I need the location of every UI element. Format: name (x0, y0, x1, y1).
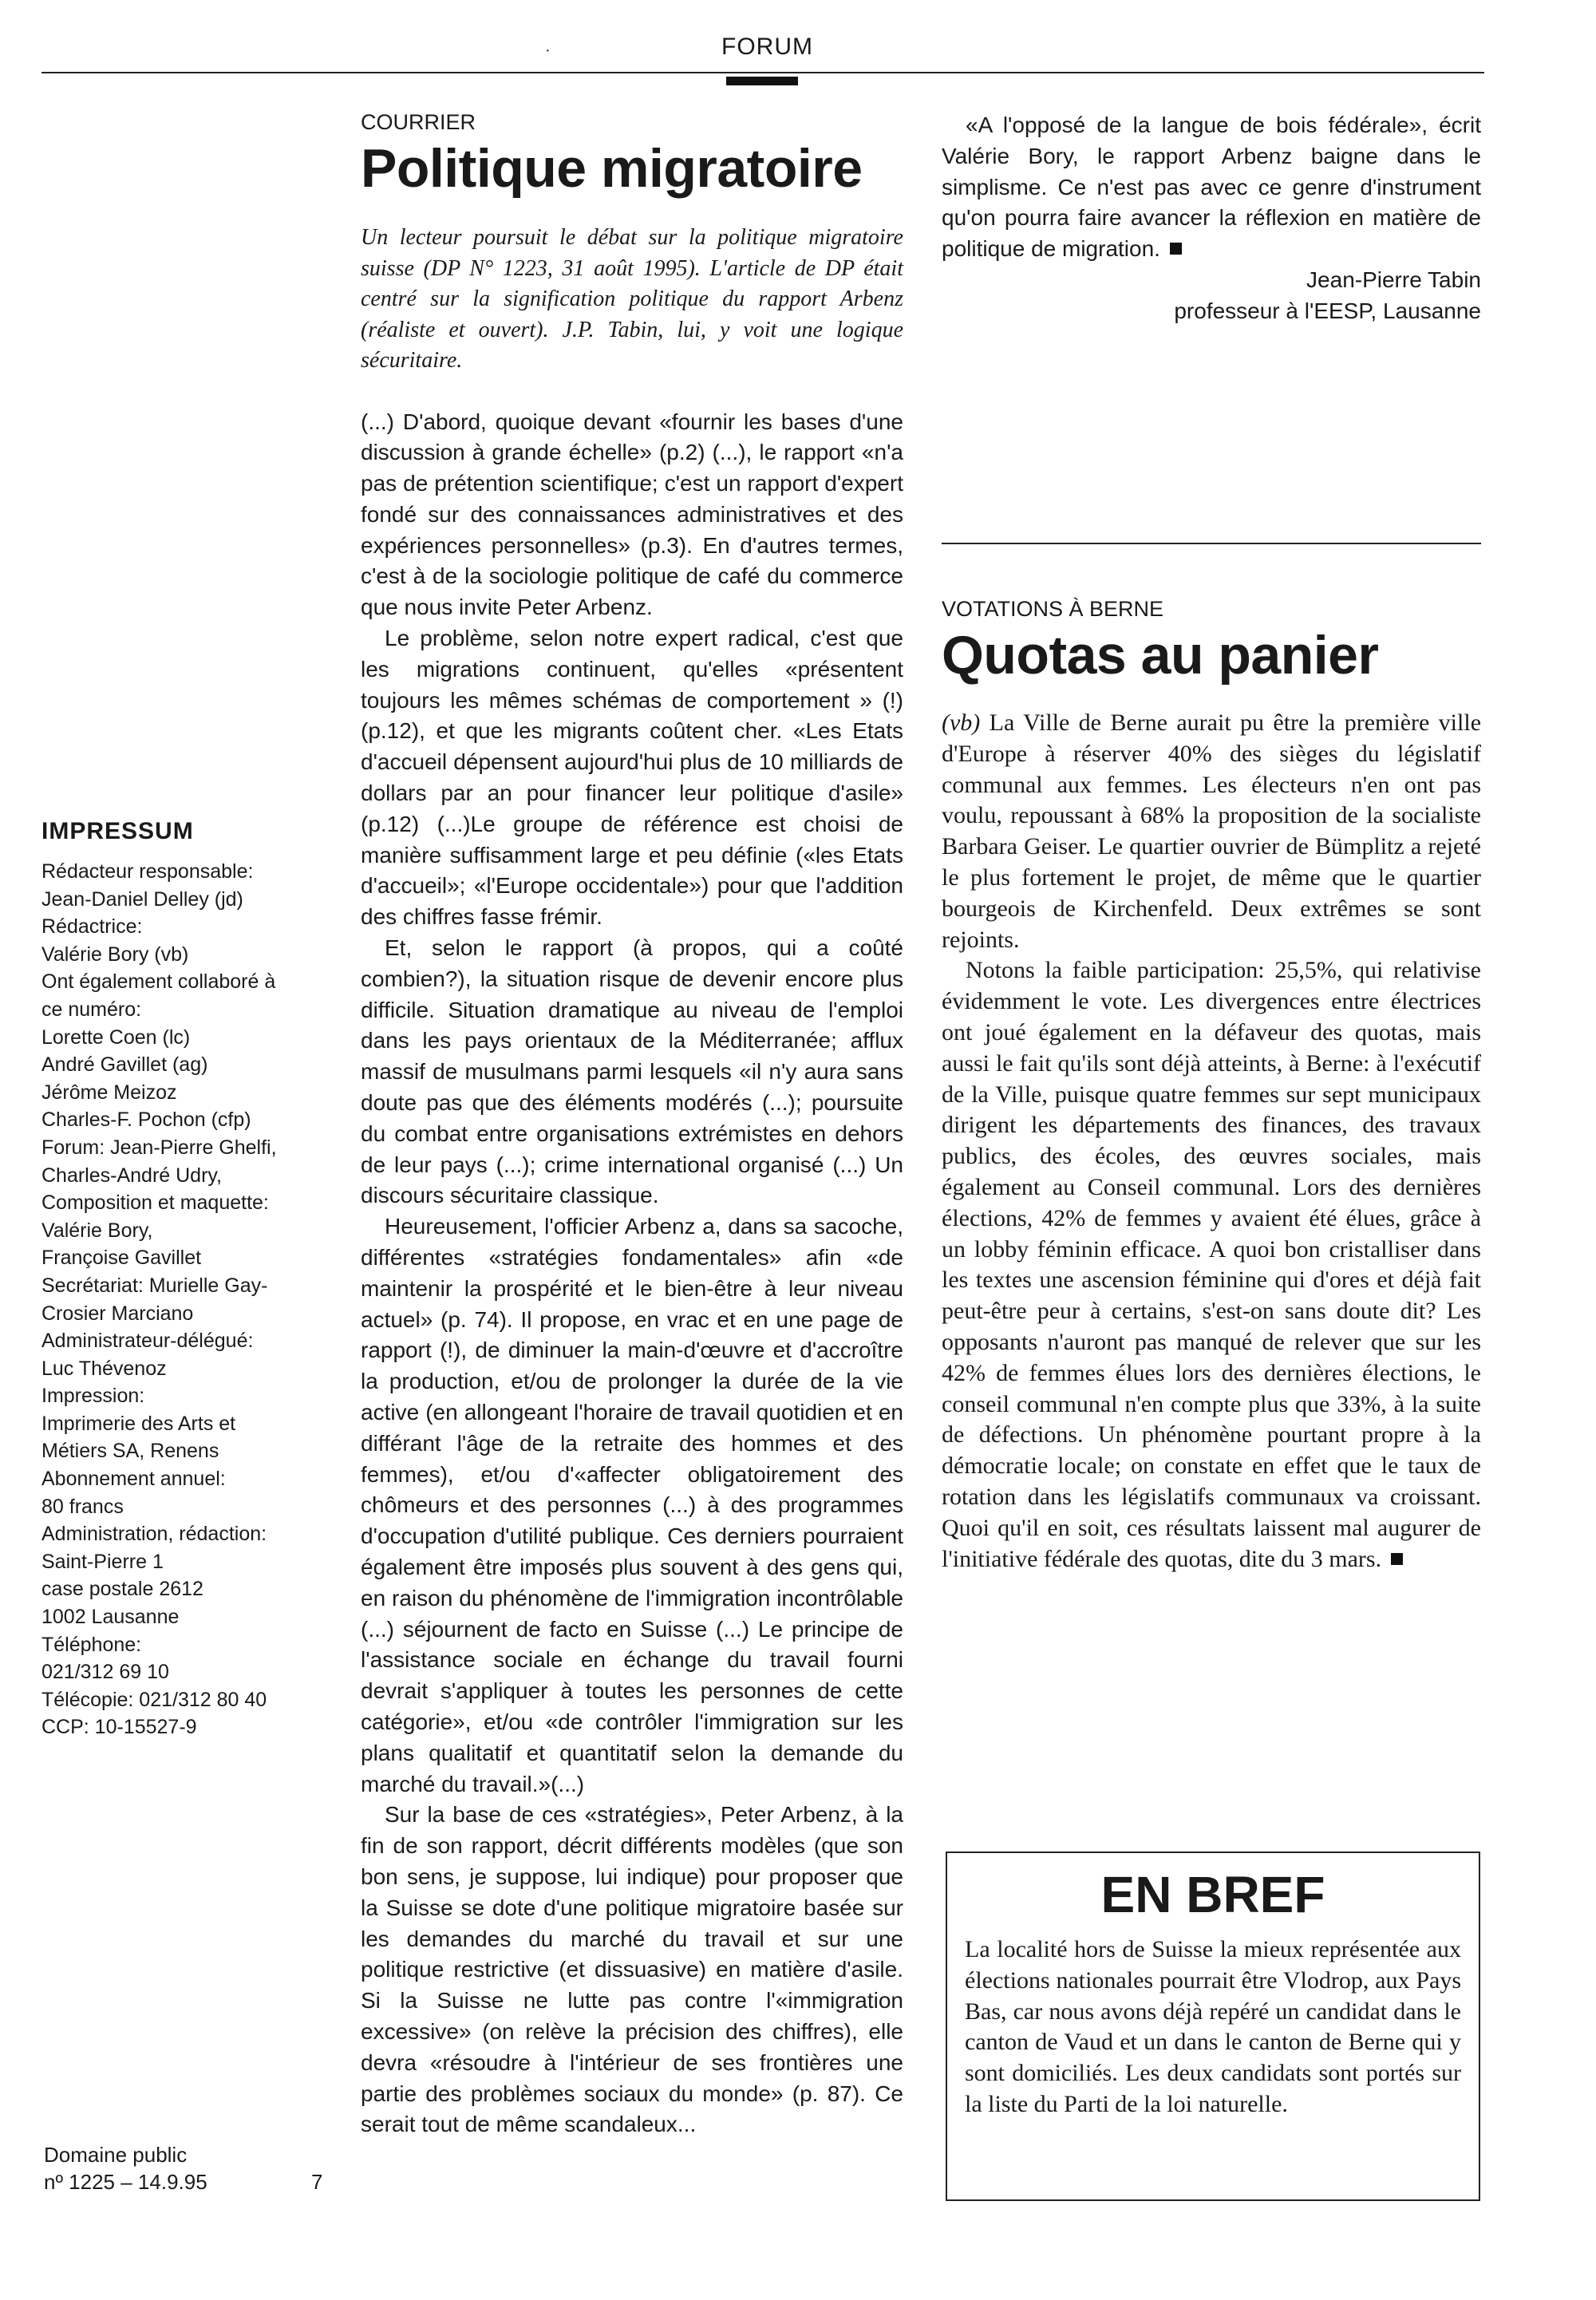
article-paragraph: Et, selon le rapport (à propos, qui a coûté combien?), la situation risque de devenir encore plus difficile. Situation dramatique au niveau de l'emploi dans les pays orientaux de la Méditerranée; afflux massif de musulmans parmi lesquels «il n'y aura sans doute pas que des éléments modérés (...); poursuite du combat entre organisations extrémistes en dehors de leur pays (...); crime international organisé (...) Un discours sécuritaire classique. (361, 935, 903, 1208)
impressum-line: Administration, rédaction: (41, 1523, 267, 1546)
impressum-line: Impression: (41, 1385, 145, 1408)
article-byline: (vb) (942, 709, 981, 736)
impressum-line: Rédacteur responsable: (41, 860, 254, 883)
page-number: 7 (311, 2170, 323, 2194)
article-paragraph: Sur la base de ces «stratégies», Peter Arbenz, à la fin de son rapport, décrit différents modèles (que son bon sens, je suppose, lui indique) pour proposer que la Suisse se dote d'une politique migratoire basée sur les demandes du marché du travail et sur une politique restrictive (et dissuasive) en matière d'asile. Si la Suisse ne lutte pas contre l'«immigration excessive» (on relève la précision des chiffres), elle devra «résoudre à l'intérieur de ses frontières une partie des problèmes sociaux du monde» (p. 87). Ce serait tout de même scandaleux... (361, 1802, 903, 2137)
impressum-line: CCP: 10-15527-9 (41, 1716, 197, 1739)
publication-name: Domaine public (44, 2143, 188, 2167)
impressum-line: Ont également collaboré à (41, 970, 276, 994)
header-dot: · (545, 41, 551, 59)
impressum-line: André Gavillet (ag) (41, 1053, 208, 1077)
article-author-role: professeur à l'EESP, Lausanne (1174, 298, 1481, 323)
impressum-line: Valérie Bory, (41, 1219, 153, 1242)
impressum-line: Imprimerie des Arts et (41, 1412, 236, 1435)
column-divider (942, 543, 1481, 544)
impressum-line: 1002 Lausanne (41, 1606, 180, 1629)
impressum-line: Administrateur-délégué: (41, 1330, 254, 1353)
article-paragraph (942, 708, 1481, 955)
article-quotas (942, 597, 1481, 1575)
article-paragraph (942, 955, 1481, 1575)
en-bref-box (946, 1851, 1480, 2201)
impressum-line: Secrétariat: Murielle Gay- (41, 1274, 268, 1297)
impressum-line: Jean-Daniel Delley (jd) (41, 887, 243, 911)
article-title: Quotas au panier (942, 625, 1379, 686)
article-paragraph-text: «A l'opposé de la langue de bois fédérale», écrit Valérie Bory, le rapport Arbenz baigne dans le simplisme. Ce n'est pas avec ce genre d'instrument qu'on pourra faire avancer la réflexion en matière de politique de migration. (942, 113, 1481, 262)
en-bref-title: EN BREF (1100, 1866, 1325, 1923)
impressum-line: 021/312 69 10 (41, 1661, 169, 1684)
impressum-line: ce numéro: (41, 998, 142, 1021)
impressum-line: Jérôme Meizoz (41, 1081, 177, 1104)
article-author: Jean-Pierre Tabin (1306, 267, 1481, 292)
article-paragraph: Heureusement, l'officier Arbenz a, dans sa sacoche, différentes «stratégies fondamentales» afin «de maintenir la prospérité et le bien-être à leur niveau actuel» (p. 74). Il propose, en vrac et en une page de rapport (!), de diminuer la main-d'œuvre et d'accroître la production, et/ou de prolonger la durée de la vie active (en allongeant l'horaire de travail quotidien et en différant l'âge de la retraite des hommes et des femmes), et/ou d'«affecter obligatoirement des chômeurs et des personnes (...) à des programmes d'occupation d'utilité publique. Ces derniers pourraient également être imposés plus souvent à des gens qui, en raison du phénomène de l'immigration incontrôlable (...) séjournent de facto en Suisse (...) Le principe de l'assistance sociale en échange du travail fourni devrait s'appliquer à toutes les personnes de cette catégorie», et/ou «de contrôler l'immigration sur les plans qualitatif et quantitatif selon la demande du marché du travail.»(...) (361, 1214, 903, 1796)
impressum-line: Françoise Gavillet (41, 1247, 202, 1270)
impressum-line: Métiers SA, Renens (41, 1440, 219, 1463)
article-paragraph (942, 110, 1481, 265)
impressum-line: case postale 2612 (41, 1578, 203, 1601)
section-label: FORUM (721, 34, 813, 60)
impressum-line: Rédactrice: (41, 915, 143, 939)
article-intro: Un lecteur poursuit le débat sur la politique migratoire suisse (DP N° 1223, 31 août 1995). L'article de DP était centré sur la signification politique du rapport Arbenz (réaliste et ouvert). J.P. Tabin, lui, y voit une logique sécuritaire. (361, 225, 903, 373)
end-of-article-mark (1391, 1553, 1403, 1565)
page-footer (44, 2141, 331, 2195)
article-paragraph: (...) D'abord, quoique devant «fournir les bases d'une discussion à grande échelle» (p.2) (...), le rapport «n'a pas de prétention scientifique; c'est un rapport d'expert fondé sur des connaissances administratives et des expériences personnelles» (p.3). En d'autres termes, c'est à de la sociologie politique de café du commerce que nous invite Peter Arbenz. (361, 409, 903, 620)
impressum-title: IMPRESSUM (41, 818, 194, 844)
impressum-line: Abonnement annuel: (41, 1468, 226, 1491)
impressum-line: Crosier Marciano (41, 1302, 194, 1325)
impressum-line: Charles-André Udry, (41, 1164, 223, 1187)
impressum-line: Télécopie: 021/312 80 40 (41, 1688, 267, 1711)
impressum-line: Forum: Jean-Pierre Ghelfi, (41, 1136, 277, 1159)
impressum-line: Charles-F. Pochon (cfp) (41, 1109, 251, 1132)
article-kicker: COURRIER (361, 110, 476, 134)
impressum-lines (41, 858, 329, 1741)
impressum-line: Valérie Bory (vb) (41, 943, 189, 966)
article-paragraph-text: La Ville de Berne aurait pu être la première ville d'Europe à réserver 40% des sièges du législatif communal aux femmes. Les électeurs n'en ont pas voulu, repoussant à 68% la proposition de la socialiste Barbara Geiser. Le quartier ouvrier de Bümplitz a rejeté le plus fortement le projet, de même que le quartier bourgeois de Kirchenfeld. Deux extrêmes se sont rejoints. (942, 709, 1482, 953)
impressum-line: Luc Thévenoz (41, 1357, 167, 1380)
article-paragraph: Le problème, selon notre expert radical, c'est que les migrations continuent, qu'elles «présentent toujours les mêmes schémas de comportement » (!) (p.12), et que les migrants coûtent cher. «Les Etats d'accueil dépensent aujourd'hui plus de 10 milliards de dollars par an pour financer leur politique d'asile» (p.12) (...)Le groupe de référence est choisi de manière suffisamment large et peu définie («les Etats d'accueil»; «l'Europe occidentale») pour que l'addition des chiffres fasse frémir. (361, 626, 903, 930)
impressum-line: Téléphone: (41, 1633, 142, 1656)
article-title: Politique migratoire (361, 138, 863, 199)
article-courrier (361, 110, 903, 2140)
en-bref-body: La localité hors de Suisse la mieux représentée aux élections nationales pourrait être Vlodrop, aux Pays Bas, car nous avons déjà repéré un candidat dans le canton de Vaud et un dans le canton de Berne qui y sont domiciliés. Les deux candidats sont portés sur la liste du Parti de la loi naturelle. (965, 1936, 1461, 2117)
right-column (942, 110, 1481, 327)
impressum-line: Saint-Pierre 1 (41, 1550, 164, 1573)
article-paragraph-text: Notons la faible participation: 25,5%, qui relativise évidemment le vote. Les divergences entre électrices ont joué également en la défaveur des quotas, mais aussi le fait qu'ils sont déjà atteints, à Berne: à l'exécutif de la Ville, puisque quatre femmes sur sept municipaux dirigent les départements des finances, des travaux publics, des écoles, des œuvres sociales, mais également au Conseil communal. Lors des dernières élections, 42% de femmes y avaient été élues, grâce à un lobby féminin efficace. A quoi bon cristalliser dans les textes une ascension féminine qui d'ores et déjà fait peut-être peur à certains, s'est-on sans doute dit? Les opposants n'auront pas manqué de relever que sur les 42% de femmes élues lors des dernières élections, le conseil communal n'en compte plus que 33%, à la suite de défections. Un phénomène pourtant propre à la démocratie locale; on constate en effet que le taux de rotation dans les législatifs communaux va croissant. Quoi qu'il en soit, ces résultats laissent mal augurer de l'initiative fédérale des quotas, dite du 3 mars. (942, 957, 1481, 1572)
issue-info: nº 1225 – 14.9.95 (44, 2170, 207, 2194)
header-rule (41, 72, 1484, 73)
article-kicker: VOTATIONS À BERNE (942, 597, 1164, 621)
impressum-line: Lorette Coen (lc) (41, 1026, 191, 1049)
section-tab-marker (726, 77, 798, 85)
end-of-article-mark (1170, 243, 1182, 255)
impressum (41, 818, 329, 1741)
impressum-line: Composition et maquette: (41, 1191, 269, 1215)
impressum-line: 80 francs (41, 1495, 124, 1518)
